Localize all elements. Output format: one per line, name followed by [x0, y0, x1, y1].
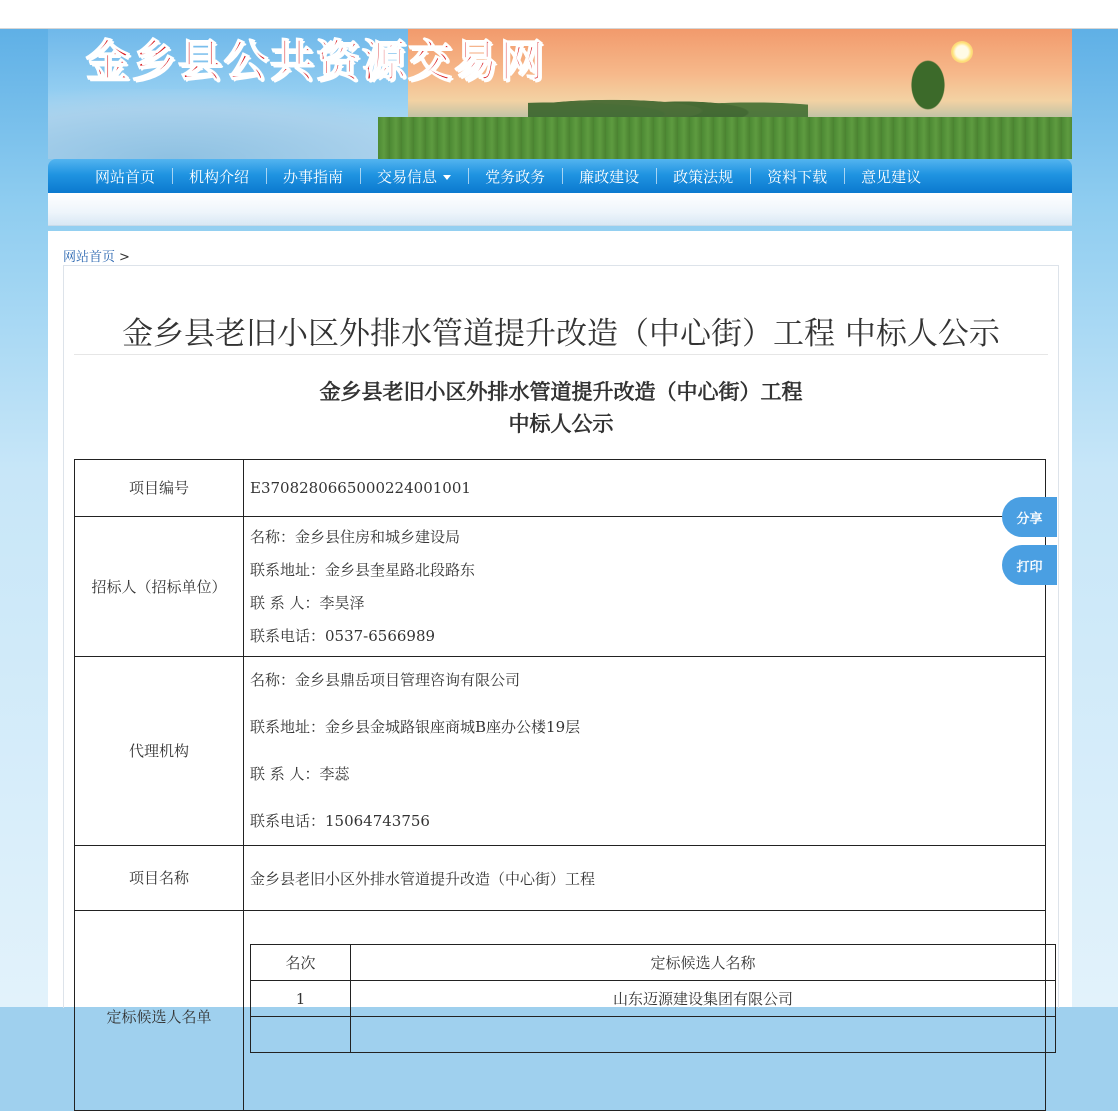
- table-row: [75, 911, 1046, 1111]
- article-subtitle: [64, 376, 1058, 440]
- candidate-name: 山东迈源建设集团有限公司: [351, 981, 1056, 1017]
- title-divider: [74, 354, 1048, 355]
- nav-home[interactable]: 网站首页: [95, 167, 156, 186]
- tenderer-value: [244, 517, 1046, 657]
- agency-phone: 联系电话：15064743756: [250, 812, 430, 830]
- breadcrumb-home-link[interactable]: 网站首页: [63, 250, 116, 265]
- tenderer-address: 联系地址：金乡县奎星路北段路东: [250, 560, 476, 579]
- sub-nav-bar: [48, 193, 1072, 226]
- chevron-down-icon: [443, 175, 451, 180]
- candidates-value: [244, 911, 1046, 1111]
- table-row: [75, 460, 1046, 517]
- project-no-label: 项目编号: [75, 460, 244, 517]
- nav-party-affairs[interactable]: 党务政务: [468, 166, 562, 187]
- agency-label: 代理机构: [75, 657, 244, 846]
- nav-integrity[interactable]: 廉政建设: [562, 166, 656, 187]
- banner-sun: [951, 41, 973, 63]
- table-row: [75, 846, 1046, 911]
- agency-name: 名称：金乡县鼎岳项目管理咨询有限公司: [250, 671, 521, 689]
- table-row: [251, 981, 1056, 1017]
- candidate-name: [351, 1017, 1056, 1053]
- agency-address: 联系地址：金乡县金城路银座商城B座办公楼19层: [250, 718, 581, 736]
- page-title: 金乡县老旧小区外排水管道提升改造（中心街）工程 中标人公示: [122, 316, 1000, 352]
- nav-trade-info-label: 交易信息: [377, 167, 438, 186]
- share-button[interactable]: 分享: [1002, 497, 1057, 537]
- candidate-rank: 1: [251, 981, 351, 1017]
- project-name-value: 金乡县老旧小区外排水管道提升改造（中心街）工程: [244, 846, 1046, 911]
- table-row: [251, 1017, 1056, 1053]
- candidate-rank: [251, 1017, 351, 1053]
- table-row: [75, 657, 1046, 846]
- tenderer-contact: 联 系 人：李昊泽: [250, 593, 365, 612]
- candidate-name-header: 定标候选人名称: [351, 945, 1056, 981]
- candidates-table: [250, 944, 1056, 1053]
- agency-contact: 联 系 人：李蕊: [250, 765, 350, 783]
- tenderer-label: 招标人（招标单位）: [75, 517, 244, 657]
- nav-downloads[interactable]: 资料下载: [750, 166, 844, 187]
- candidates-header-row: [251, 945, 1056, 981]
- main-nav: [48, 159, 1072, 193]
- nav-about[interactable]: 机构介绍: [172, 166, 266, 187]
- print-button[interactable]: 打印: [1002, 545, 1057, 585]
- nav-feedback[interactable]: 意见建议: [844, 166, 938, 187]
- nav-policies[interactable]: 政策法规: [656, 166, 750, 187]
- project-no-value: E3708280665000224001001: [244, 460, 1046, 517]
- project-name-label: 项目名称: [75, 846, 244, 911]
- breadcrumb: [63, 246, 130, 265]
- table-row: [75, 517, 1046, 657]
- rank-header: 名次: [251, 945, 351, 981]
- site-banner: [48, 29, 1072, 159]
- article-panel: [63, 265, 1059, 1026]
- article-subtitle-line-1: 金乡县老旧小区外排水管道提升改造（中心街）工程: [319, 380, 803, 404]
- agency-value: [244, 657, 1046, 846]
- browser-top-strip: [0, 0, 1118, 29]
- main-content: [48, 231, 1072, 1026]
- banner-field: [378, 117, 1072, 159]
- nav-guide[interactable]: 办事指南: [266, 166, 360, 187]
- candidates-label: 定标候选人名单: [75, 911, 244, 1111]
- announcement-table: [74, 459, 1046, 1111]
- nav-trade-info[interactable]: [360, 166, 468, 187]
- tenderer-name: 名称：金乡县住房和城乡建设局: [250, 527, 461, 546]
- site-title: 金乡县公共资源交易网: [86, 36, 546, 87]
- article-subtitle-line-2: 中标人公示: [508, 412, 614, 436]
- breadcrumb-separator: >: [119, 250, 130, 265]
- banner-trees: [528, 87, 808, 121]
- tenderer-phone: 联系电话：0537-6566989: [250, 626, 436, 645]
